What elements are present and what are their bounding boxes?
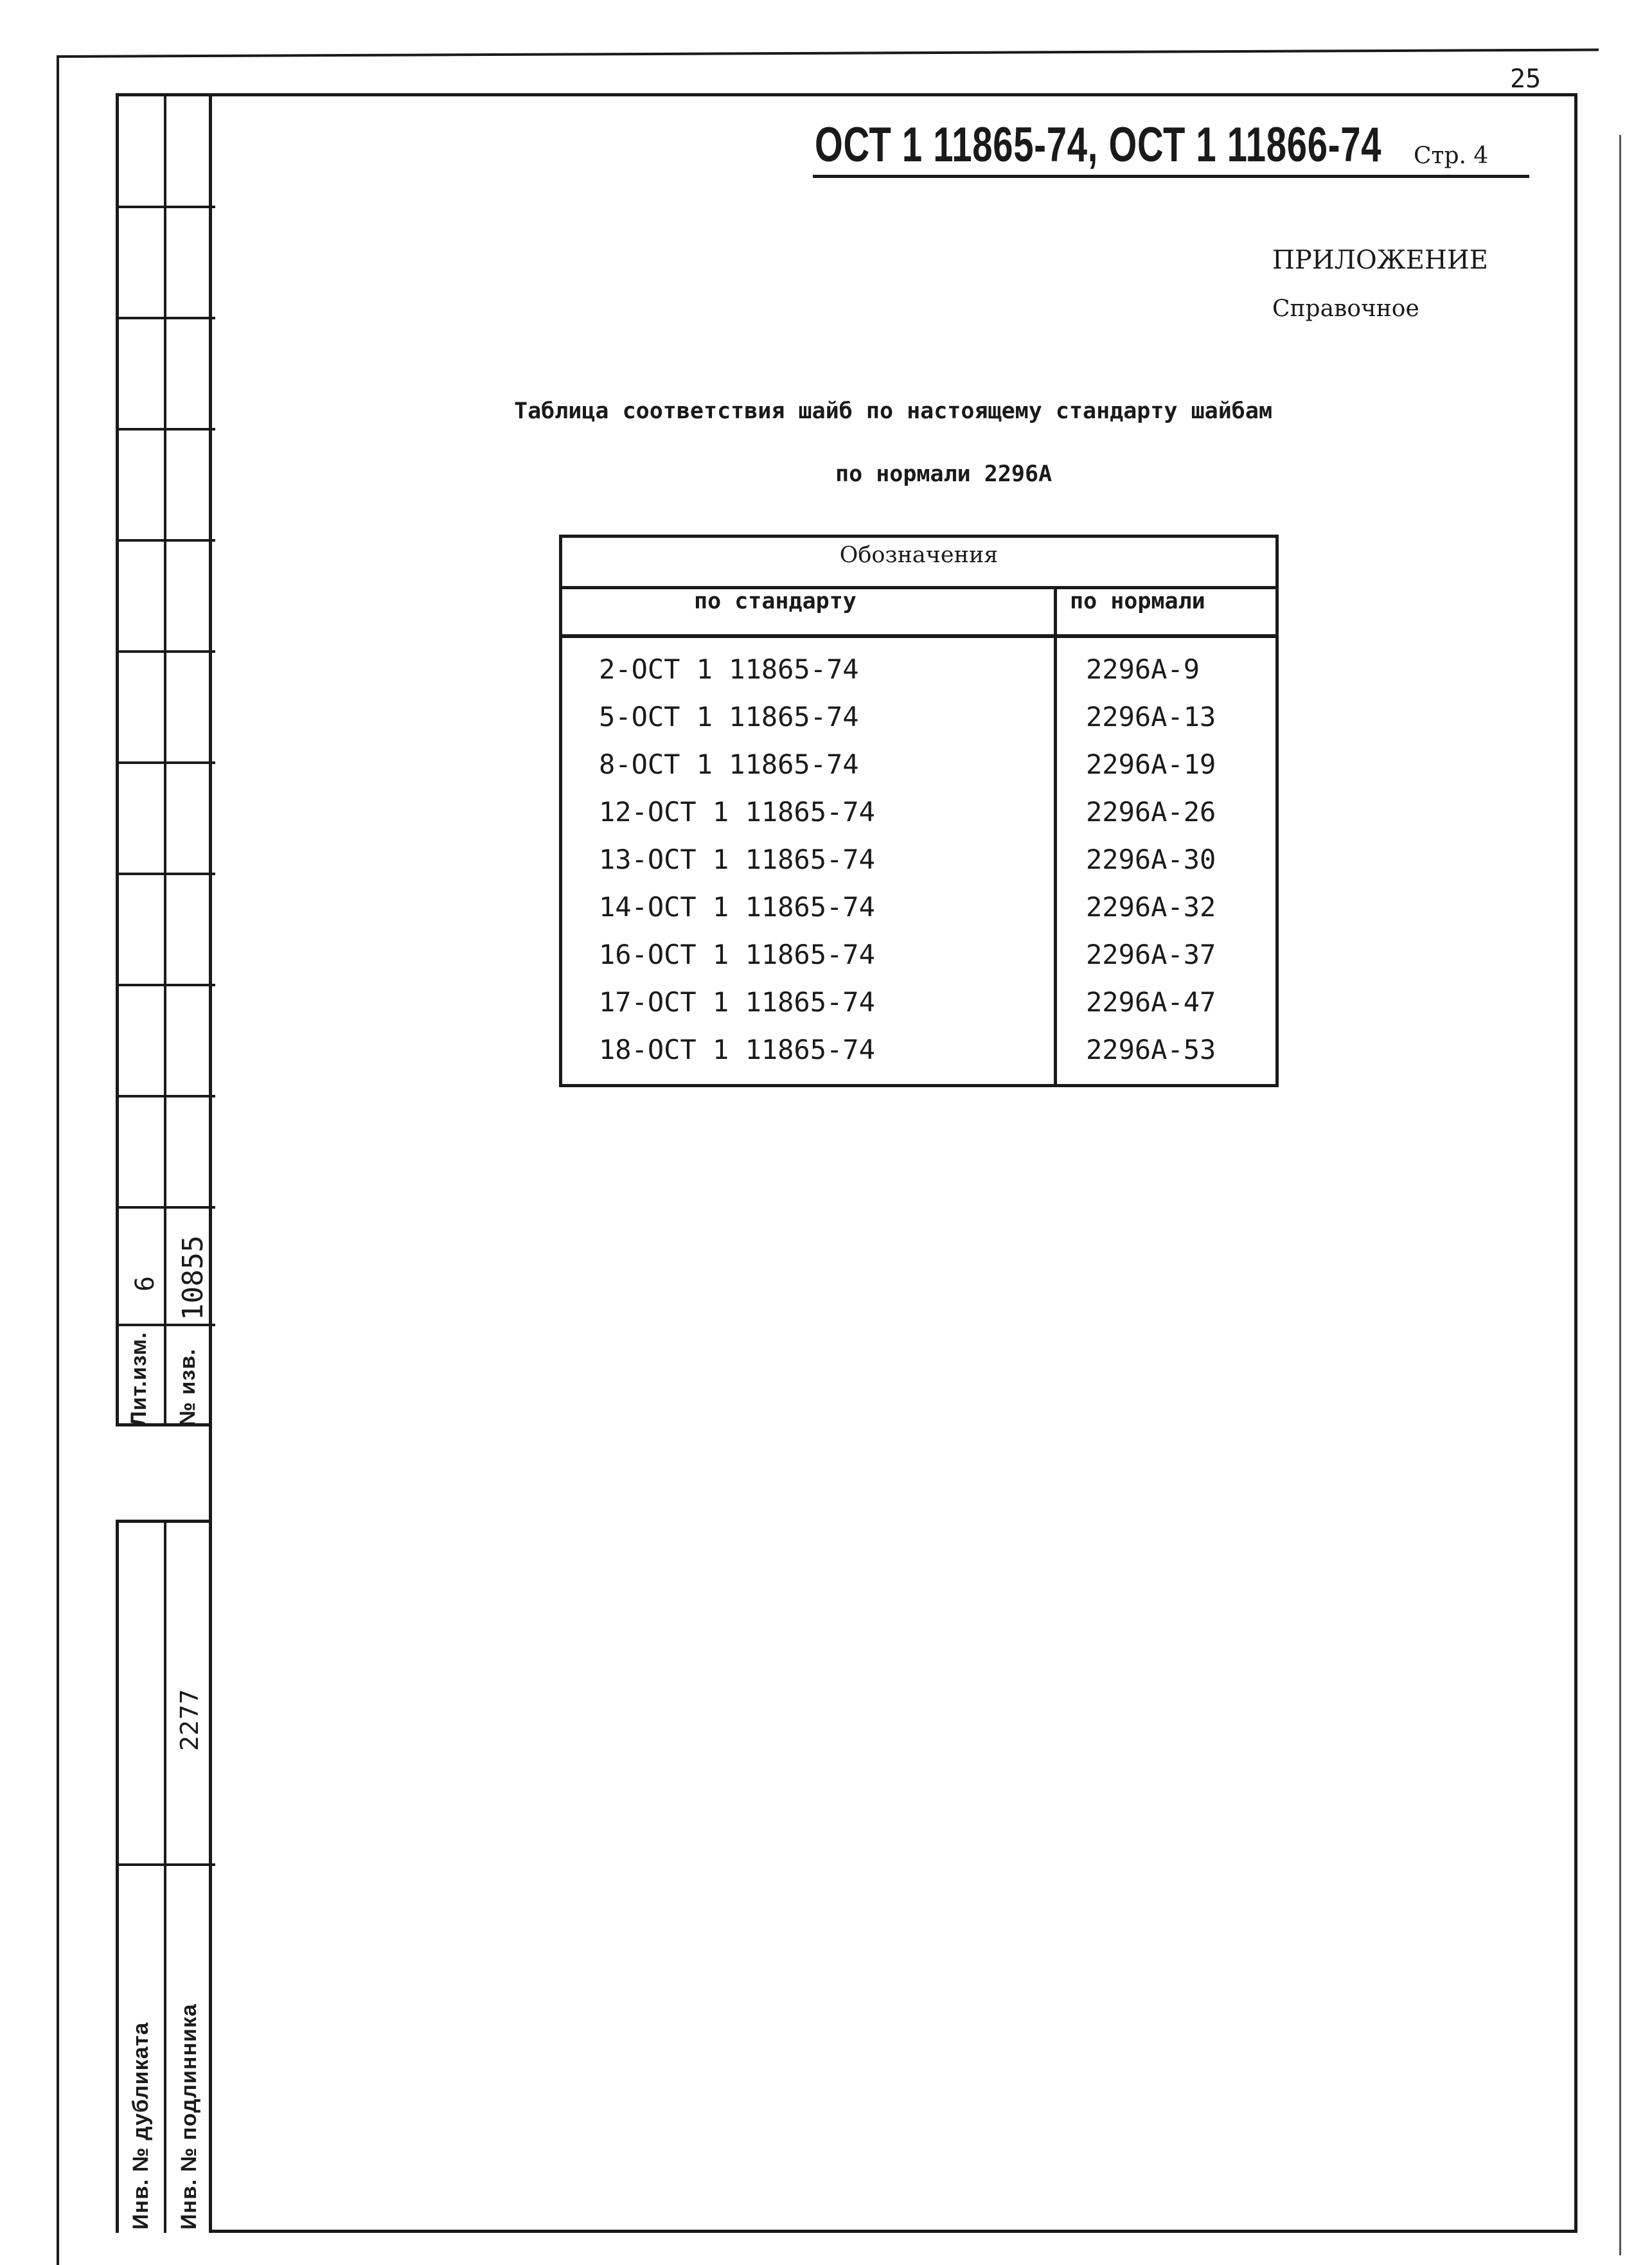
table-row-norm: 2296А-19	[1086, 749, 1216, 780]
inv-podlinnika-label: Инв. № подлинника	[177, 2003, 201, 2230]
table-row-standard: 5-ОСТ 1 11865-74	[599, 701, 859, 733]
page-number: 25	[1510, 64, 1541, 94]
table-row-standard: 13-ОСТ 1 11865-74	[599, 844, 875, 875]
table-row-standard: 17-ОСТ 1 11865-74	[599, 986, 875, 1018]
table-row-standard: 14-ОСТ 1 11865-74	[599, 891, 875, 923]
table-row-standard: 12-ОСТ 1 11865-74	[599, 796, 875, 828]
table-row-norm: 2296А-30	[1086, 844, 1216, 875]
no-izv-value: 10855	[177, 1235, 209, 1320]
table-caption-line1: Таблица соответствия шайб по настоящему стандарту шайбам	[514, 398, 1273, 424]
table-group-header: Обозначения	[839, 542, 999, 568]
lit-izm-label: Лит.изм.	[127, 1331, 151, 1426]
inv-podlinnika-value: 2277	[175, 1689, 204, 1751]
sheet-right-edge	[1619, 135, 1621, 2255]
inv-dublikata-label: Инв. № дубликата	[129, 2021, 153, 2230]
revision-stamp-strip	[116, 93, 212, 1426]
appendix-type: Справочное	[1272, 296, 1419, 322]
lit-izm-value: 6	[130, 1275, 160, 1292]
title-underline	[813, 175, 1529, 178]
table-row-norm: 2296А-47	[1086, 986, 1216, 1018]
table-row-norm: 2296А-13	[1086, 701, 1216, 733]
document-title: ОСТ 1 11865-74, ОСТ 1 11866-74	[815, 118, 1382, 172]
appendix-label: ПРИЛОЖЕНИЕ	[1272, 245, 1488, 275]
table-row-norm: 2296А-26	[1086, 796, 1216, 828]
correspondence-table	[559, 535, 1279, 1087]
table-row-norm: 2296А-37	[1086, 939, 1216, 970]
inventory-stamp-strip	[116, 1520, 212, 2233]
table-row-norm: 2296А-53	[1086, 1034, 1216, 1065]
table-row-standard: 16-ОСТ 1 11865-74	[599, 939, 875, 970]
column-header-norm: по нормали	[1070, 589, 1205, 614]
table-row-standard: 2-ОСТ 1 11865-74	[599, 653, 859, 685]
table-row-standard: 8-ОСТ 1 11865-74	[599, 749, 859, 780]
sheet-left-border	[57, 57, 59, 2265]
table-row-norm: 2296А-32	[1086, 891, 1216, 923]
document-page-label: Стр. 4	[1414, 143, 1489, 169]
column-header-standard: по стандарту	[694, 589, 857, 614]
table-caption-line2: по нормали 2296А	[835, 461, 1052, 487]
no-izv-label: № изв.	[175, 1348, 200, 1426]
sheet-top-border	[57, 49, 1599, 58]
table-row-norm: 2296А-9	[1086, 653, 1200, 685]
table-row-standard: 18-ОСТ 1 11865-74	[599, 1034, 875, 1065]
